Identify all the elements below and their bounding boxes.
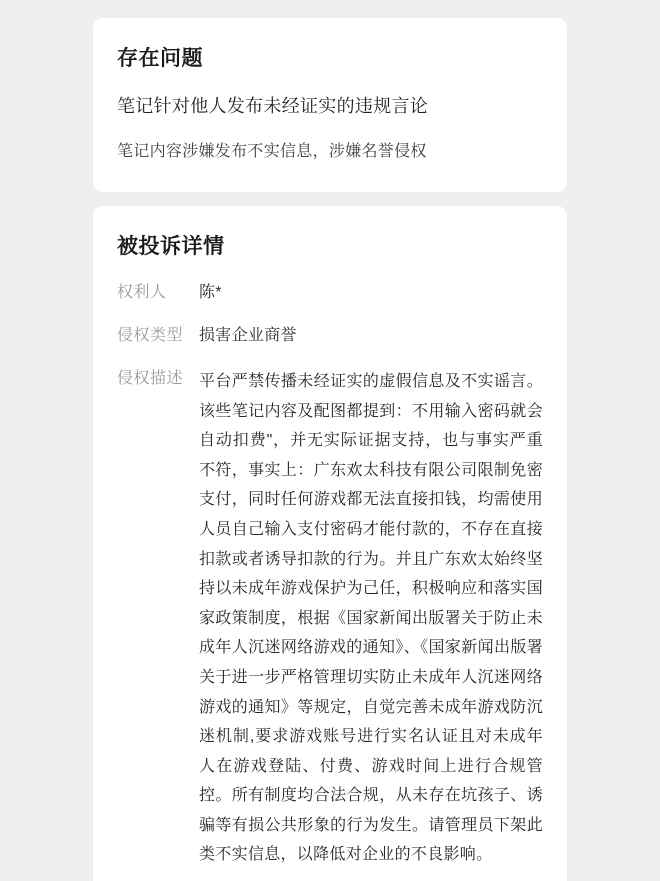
issue-card xyxy=(93,18,567,192)
detail-label-infringement-description: 侵权描述 xyxy=(117,369,184,387)
issue-sub-text: 笔记内容涉嫌发布不实信息，涉嫌名誉侵权 xyxy=(117,143,427,161)
detail-row-rights-holder xyxy=(117,281,543,306)
issue-card-title: 存在问题 xyxy=(117,47,203,70)
complaint-detail-card xyxy=(93,206,567,881)
content-column xyxy=(93,18,567,881)
detail-label-rights-holder: 权利人 xyxy=(117,284,167,302)
detail-card-title: 被投诉详情 xyxy=(117,235,225,259)
detail-label-infringement-type: 侵权类型 xyxy=(117,327,184,345)
issue-main-text: 笔记针对他人发布未经证实的违规言论 xyxy=(117,96,429,117)
detail-value-rights-holder: 陈* xyxy=(199,284,222,302)
detail-row-infringement-description xyxy=(117,367,543,870)
detail-value-infringement-type: 损害企业商誉 xyxy=(199,327,297,345)
detail-value-infringement-description: 平台严禁传播未经证实的虚假信息及不实谣言。该些笔记内容及配图都提到：不用输入密码就会自动扣费"，并无实际证据支持，也与事实严重不符，事实上：广东欢太科技有限公司限制免密支付，同时任何游戏都无法直接扣钱，均需使用人员自己输入支付密码才能付款的，不存在直接扣款或者诱导扣款的行为。并且广东欢太始终坚持以未成年游戏保护为己任，积极响应和落实国家政策制度，根据《国家新闻出版署关于防止未成年人沉迷网络游戏的通知》、《国家新闻出版署关于进一步严格管理切实防止未成年人沉迷网络游戏的通知》等规定，自觉完善未成年游戏防沉迷机制,要求游戏账号进行实名认证且对未成年人在游戏登陆、付费、游戏时间上进行合规管控。所有制度均合法合规，从未存在坑孩子、诱骗等有损公共形象的行为发生。请管理员下架此类不实信息，以降低对企业的不良影响。 xyxy=(199,372,543,864)
detail-row-infringement-type xyxy=(117,324,543,349)
